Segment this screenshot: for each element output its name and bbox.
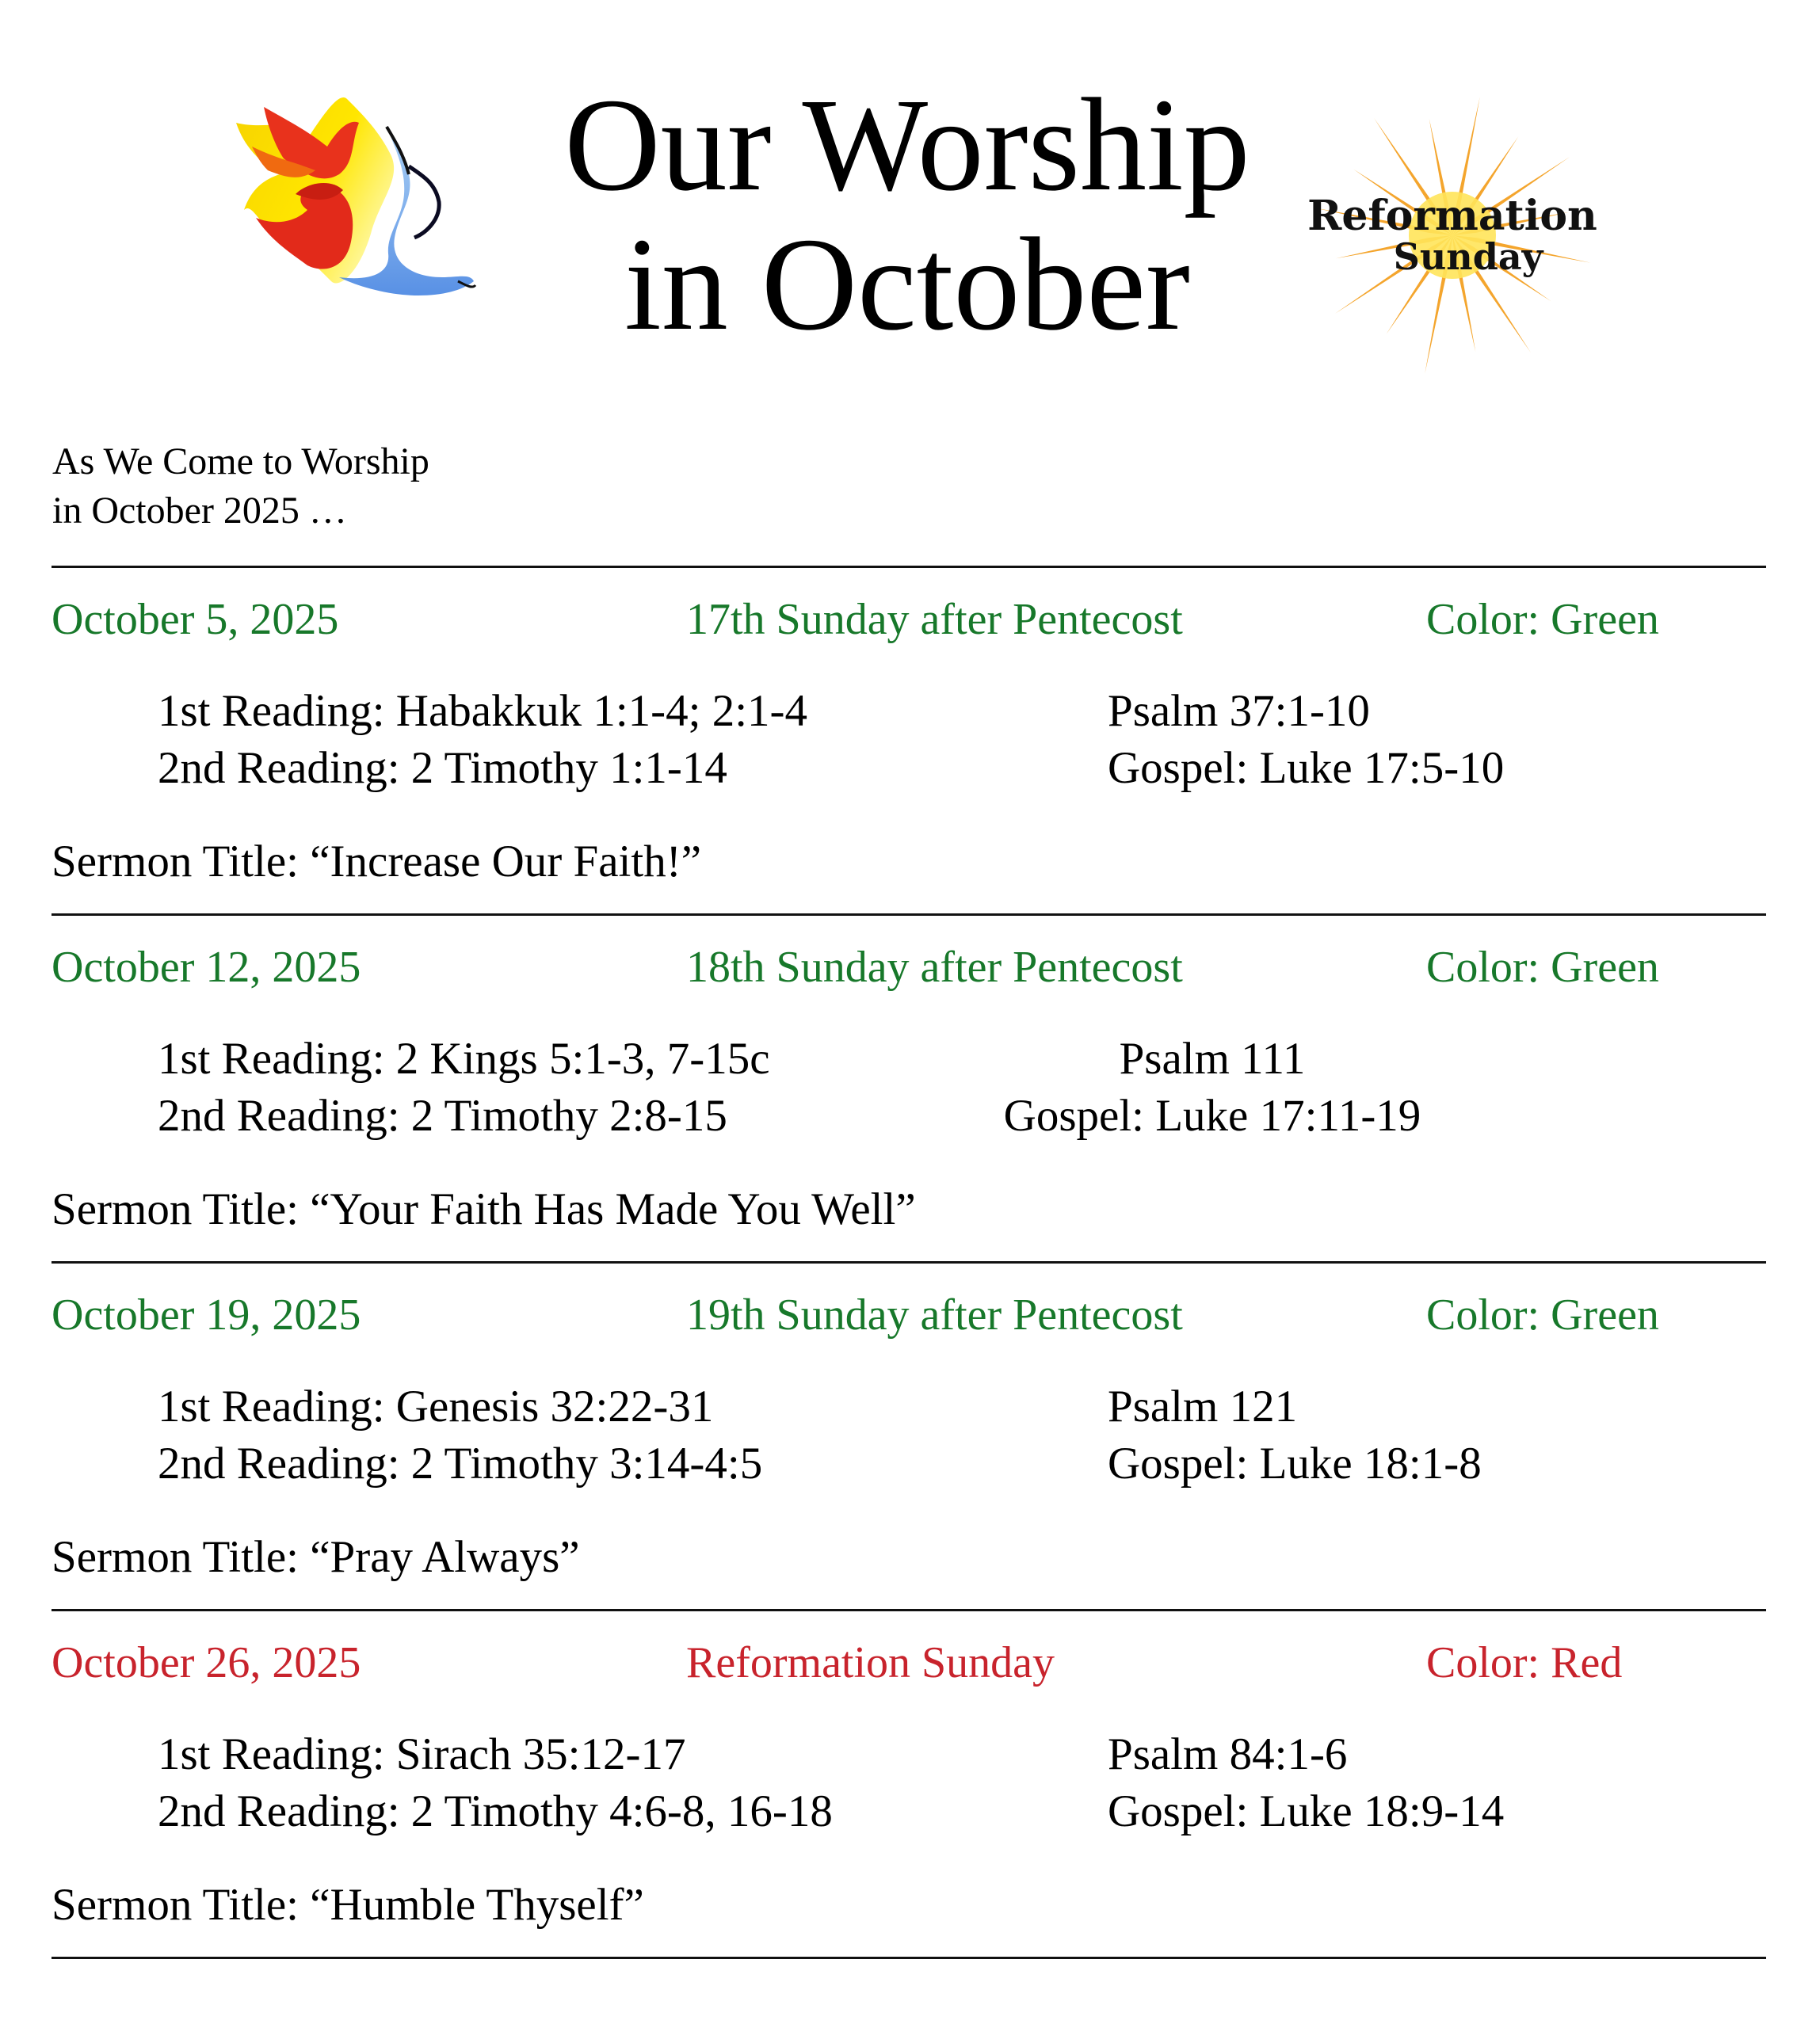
page-header (0, 0, 1820, 396)
service-section (0, 1264, 1820, 1610)
psalm-reading: Psalm 37:1-10 (1108, 686, 1370, 736)
second-reading: 2nd Reading: 2 Timothy 2:8-15 (158, 1091, 727, 1141)
liturgical-color-label: Color: Green (1426, 1290, 1659, 1340)
second-reading: 2nd Reading: 2 Timothy 3:14-4:5 (158, 1439, 763, 1489)
first-reading: 1st Reading: 2 Kings 5:1-3, 7-15c (158, 1034, 770, 1084)
readings-left-column (158, 1031, 770, 1145)
service-header (0, 1635, 1820, 1691)
second-reading: 2nd Reading: 2 Timothy 4:6-8, 16-18 (158, 1786, 833, 1836)
service-section (0, 1611, 1820, 1957)
intro-line-2: in October 2025 … (52, 490, 347, 532)
divider (52, 1957, 1766, 1959)
readings-right-column (1108, 1378, 1482, 1492)
first-reading: 1st Reading: Sirach 35:12-17 (158, 1729, 686, 1779)
sermon-title: Sermon Title: “Your Faith Has Made You Well” (52, 1184, 916, 1234)
service-sunday-name: Reformation Sunday (686, 1638, 1055, 1687)
logo-text-sunday: Sunday (1393, 235, 1543, 278)
first-reading: 1st Reading: Habakkuk 1:1-4; 2:1-4 (158, 686, 808, 736)
second-reading: 2nd Reading: 2 Timothy 1:1-14 (158, 743, 727, 793)
psalm-reading: Psalm 121 (1108, 1382, 1298, 1431)
holy-spirit-dove-flame-icon (220, 83, 498, 345)
service-header (0, 940, 1820, 995)
readings-left-column (158, 1378, 762, 1492)
service-date: October 19, 2025 (52, 1290, 361, 1340)
gospel-reading: Gospel: Luke 17:11-19 (1003, 1091, 1421, 1141)
service-sunday-name: 17th Sunday after Pentecost (686, 595, 1183, 644)
liturgical-color-label: Color: Red (1426, 1638, 1623, 1687)
page-title (475, 71, 1339, 358)
service-date: October 12, 2025 (52, 943, 361, 992)
reformation-sunday-starburst-icon (1306, 89, 1599, 382)
service-sunday-name: 19th Sunday after Pentecost (686, 1290, 1183, 1340)
sermon-title: Sermon Title: “Pray Always” (52, 1532, 580, 1582)
service-sunday-name: 18th Sunday after Pentecost (686, 943, 1183, 992)
service-date: October 26, 2025 (52, 1638, 361, 1687)
gospel-reading: Gospel: Luke 18:9-14 (1108, 1786, 1505, 1836)
title-line-2: in October (624, 211, 1190, 358)
title-line-1: Our Worship (564, 71, 1250, 219)
service-header (0, 592, 1820, 647)
liturgical-color-label: Color: Green (1426, 595, 1659, 644)
sermon-title: Sermon Title: “Humble Thyself” (52, 1880, 644, 1930)
gospel-reading: Gospel: Luke 17:5-10 (1108, 743, 1505, 793)
service-header (0, 1287, 1820, 1343)
liturgical-color-label: Color: Green (1426, 943, 1659, 992)
service-date: October 5, 2025 (52, 595, 339, 644)
service-section (0, 568, 1820, 914)
readings-right-column (990, 1031, 1434, 1145)
first-reading: 1st Reading: Genesis 32:22-31 (158, 1382, 714, 1431)
readings-right-column (1108, 683, 1504, 797)
readings-left-column (158, 1726, 833, 1840)
readings-left-column (158, 683, 807, 797)
logo-text-reformation: Reformation (1307, 192, 1597, 240)
intro-line-1: As We Come to Worship (52, 440, 429, 482)
psalm-reading: Psalm 84:1-6 (1108, 1729, 1348, 1779)
gospel-reading: Gospel: Luke 18:1-8 (1108, 1439, 1482, 1489)
intro-text (52, 437, 429, 536)
service-section (0, 916, 1820, 1262)
psalm-reading: Psalm 111 (1119, 1034, 1306, 1084)
readings-right-column (1108, 1726, 1504, 1840)
sermon-title: Sermon Title: “Increase Our Faith!” (52, 837, 701, 886)
